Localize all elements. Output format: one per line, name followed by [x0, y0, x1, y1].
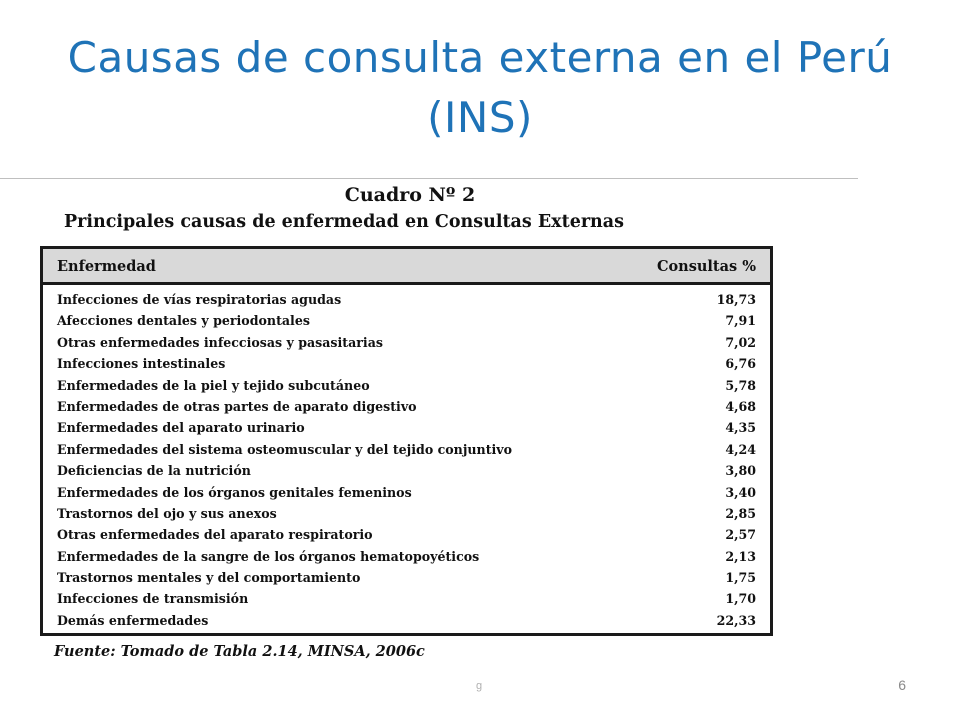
table-header	[43, 249, 770, 285]
table-row	[43, 417, 770, 438]
row-disease-name: Enfermedades de la sangre de los órganos hematopoyéticos	[57, 548, 480, 564]
table-subtitle: Principales causas de enfermedad en Consultas Externas	[64, 212, 624, 232]
row-disease-name: Enfermedades de la piel y tejido subcutáneo	[57, 377, 370, 393]
row-disease-name: Otras enfermedades del aparato respiratorio	[57, 527, 373, 543]
row-disease-name: Enfermedades de los órganos genitales femeninos	[57, 484, 412, 500]
row-consultas-value: 4,68	[725, 398, 756, 414]
table-row	[43, 482, 770, 503]
table-row	[43, 460, 770, 481]
disease-table	[40, 246, 773, 636]
row-disease-name: Infecciones intestinales	[57, 356, 226, 372]
source-note: Fuente: Tomado de Tabla 2.14, MINSA, 2006c	[54, 643, 425, 660]
divider	[0, 178, 858, 179]
row-consultas-value: 1,75	[725, 570, 756, 586]
row-consultas-value: 4,35	[725, 420, 756, 436]
row-consultas-value: 3,40	[725, 484, 756, 500]
row-disease-name: Afecciones dentales y periodontales	[57, 313, 310, 329]
row-disease-name: Enfermedades del sistema osteomuscular y del tejido conjuntivo	[57, 441, 513, 457]
row-consultas-value: 7,02	[725, 334, 756, 350]
row-disease-name: Trastornos del ojo y sus anexos	[57, 505, 277, 521]
row-consultas-value: 3,80	[725, 463, 756, 479]
table-row	[43, 396, 770, 417]
slide-title-line-1: Causas de consulta externa en el Perú	[67, 33, 893, 82]
row-consultas-value: 4,24	[725, 441, 756, 457]
row-disease-name: Trastornos mentales y del comportamiento	[57, 570, 361, 586]
row-consultas-value: 1,70	[725, 591, 756, 607]
table-row	[43, 503, 770, 524]
table-row	[43, 439, 770, 460]
row-disease-name: Deficiencias de la nutrición	[57, 463, 251, 479]
table-row	[43, 353, 770, 374]
footer-mark: g	[476, 680, 483, 692]
row-disease-name: Infecciones de transmisión	[57, 591, 249, 607]
row-disease-name: Otras enfermedades infecciosas y pasasitarias	[57, 334, 383, 350]
row-consultas-value: 2,57	[725, 527, 756, 543]
row-consultas-value: 2,85	[725, 505, 756, 521]
table-row	[43, 332, 770, 353]
header-enfermedad: Enfermedad	[57, 258, 156, 275]
row-disease-name: Demás enfermedades	[57, 612, 209, 628]
table-row	[43, 567, 770, 588]
table-row	[43, 310, 770, 331]
table-caption: Cuadro Nº 2	[344, 184, 476, 206]
row-disease-name: Infecciones de vías respiratorias agudas	[57, 292, 342, 307]
header-consultas: Consultas %	[656, 258, 756, 275]
row-consultas-value: 5,78	[725, 377, 756, 393]
row-disease-name: Enfermedades del aparato urinario	[57, 420, 305, 436]
table-row	[43, 588, 770, 609]
slide-title-line-2: (INS)	[427, 93, 533, 142]
row-consultas-value: 2,13	[725, 548, 756, 564]
row-consultas-value: 22,33	[716, 612, 756, 628]
table-body	[43, 285, 770, 631]
slide-title	[40, 28, 920, 148]
row-consultas-value: 6,76	[725, 356, 756, 372]
table-row	[43, 610, 770, 631]
row-consultas-value: 7,91	[725, 313, 756, 329]
row-disease-name: Enfermedades de otras partes de aparato digestivo	[57, 398, 417, 414]
table-row	[43, 289, 770, 310]
table-row	[43, 375, 770, 396]
table-row	[43, 524, 770, 545]
page-number: 6	[898, 677, 906, 693]
row-consultas-value: 18,73	[716, 292, 756, 307]
table-row	[43, 546, 770, 567]
